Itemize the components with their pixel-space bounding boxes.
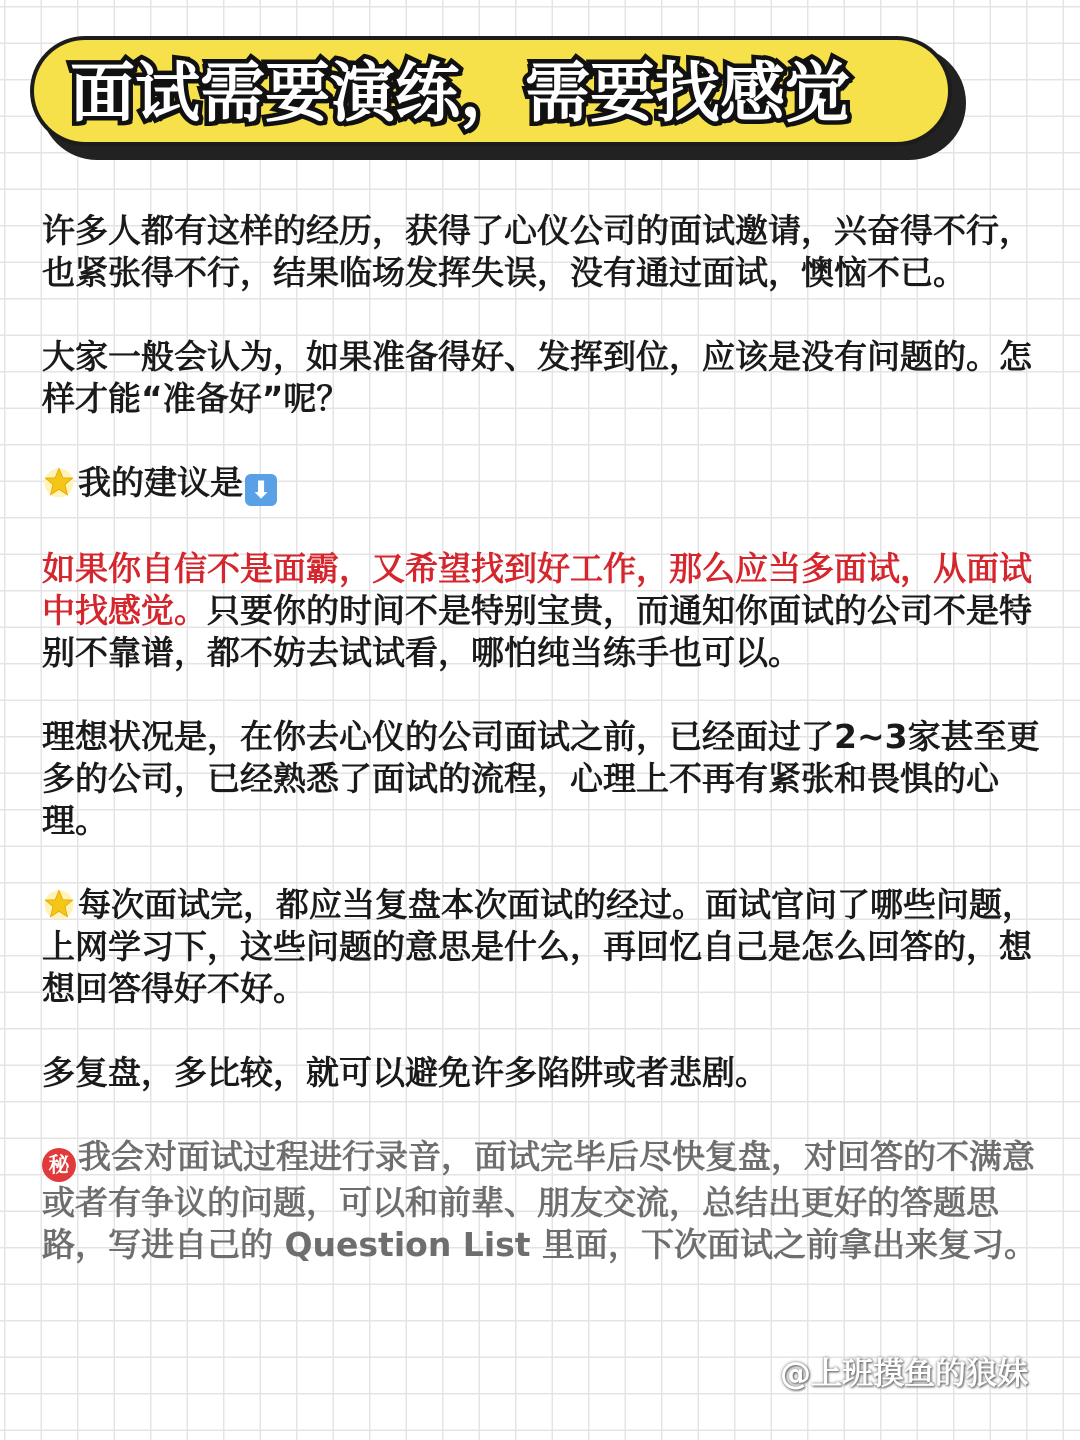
page-title: 面试需要演练，需要找感觉 (70, 56, 851, 131)
review-tip-text: 每次面试完，都应当复盘本次面试的经过。面试官问了哪些问题，上网学习下，这些问题的意思是什么，再回忆自己是怎么回答的，想想回答得好不好。 (42, 885, 1035, 1008)
article-body (42, 210, 1042, 1308)
paragraph-intro: 许多人都有这样的经历，获得了心仪公司的面试邀请，兴奋得不行，也紧张得不行，结果临场发挥失误，没有通过面试，懊恼不已。 (42, 211, 1032, 292)
paragraph-advice (42, 548, 1042, 674)
advice-rest-text: 只要你的时间不是特别宝贵，而通知你面试的公司不是特别不靠谱，都不妨去试试看，哪怕纯当练手也可以。 (42, 591, 1032, 672)
paragraph-suggestion-heading (42, 462, 1042, 506)
glowing-star-icon (42, 887, 76, 921)
down-arrow-button-icon: ⬇ (245, 474, 277, 506)
paragraph-review-tip (42, 884, 1042, 1010)
paragraph-secret-tip (42, 1136, 1042, 1266)
secret-tip-text: 我会对面试过程进行录音，面试完毕后尽快复盘，对回答的不满意或者有争议的问题，可以和前辈、朋友交流，总结出更好的答题思路，写进自己的 Question List 里面，下次面试之前拿出来复习。 (42, 1137, 1038, 1264)
glowing-star-icon (42, 465, 76, 499)
highlight-advice-text: 如果你自信不是面霸，又希望找到好工作，那么应当多面试，从面试中找感觉。 (42, 549, 1032, 630)
paragraph-common-belief: 大家一般会认为，如果准备得好、发挥到位，应该是没有问题的。怎样才能“准备好”呢？ (42, 337, 1032, 418)
suggestion-heading-text: 我的建议是 (78, 463, 243, 502)
author-watermark: @上班摸鱼的狼妹 (780, 1356, 1028, 1392)
paragraph-summary: 多复盘，多比较，就可以避免许多陷阱或者悲剧。 (42, 1053, 768, 1092)
paragraph-ideal-situation: 理想状况是，在你去心仪的公司面试之前，已经面过了2~3家甚至更多的公司，已经熟悉了面试的流程，心理上不再有紧张和畏惧的心理。 (42, 717, 1040, 840)
secret-ideograph-icon: 秘 (42, 1148, 76, 1182)
